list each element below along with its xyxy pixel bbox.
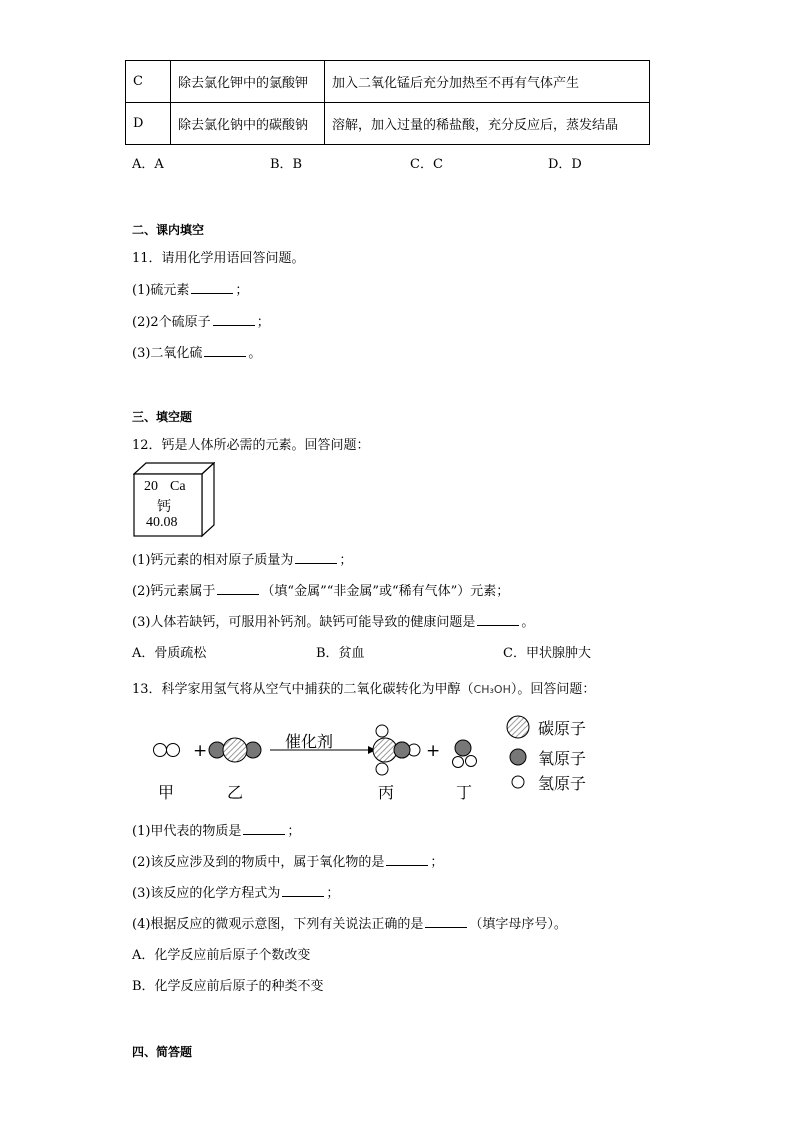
methanol-molecule xyxy=(373,725,420,775)
stem-text-end: ）。回答问题： xyxy=(510,682,596,697)
answer-blank[interactable] xyxy=(191,281,233,294)
legend-oxygen-symbol xyxy=(510,749,526,765)
section-heading: 四、简答题 xyxy=(132,1045,193,1059)
part-text: (2)钙元素属于 xyxy=(132,584,216,599)
table-row xyxy=(126,61,650,103)
part-suffix: 。 xyxy=(248,346,262,361)
methanol-formula: CH₃OH xyxy=(473,683,511,696)
hydrogen-atom xyxy=(376,763,388,775)
question-part xyxy=(132,580,509,599)
part-text: (1)甲代表的物质是 xyxy=(132,824,242,839)
carbon-dioxide-molecule xyxy=(209,738,261,762)
part-text: (3)人体若缺钙，可服用补钙剂。缺钙可能导致的健康问题是 xyxy=(132,615,476,630)
answer-blank[interactable] xyxy=(425,915,467,928)
section-heading: 三、填空题 xyxy=(132,410,193,424)
legend-oxygen-label: 氧原子 xyxy=(538,749,587,768)
water-molecule xyxy=(453,740,477,768)
part-suffix: 。 xyxy=(521,615,535,630)
card-top-face xyxy=(134,463,214,474)
part-suffix: （填字母序号）。 xyxy=(469,917,567,932)
plus-sign: + xyxy=(426,741,441,761)
part-suffix: ； xyxy=(256,315,270,330)
table-row xyxy=(126,103,650,145)
q13-option-a[interactable]: A．化学反应前后原子个数改变 xyxy=(132,948,311,963)
stem-text: 13．科学家用氢气将从空气中捕获的二氧化碳转化为甲醇（ xyxy=(132,682,474,697)
row-id: C xyxy=(126,61,171,103)
part-suffix: ； xyxy=(235,283,249,298)
part-text: (1)硫元素 xyxy=(132,283,190,298)
part-suffix: ； xyxy=(326,886,340,901)
question-part xyxy=(132,820,300,839)
part-suffix: （填“金属”“非金属”或“稀有气体”）元素； xyxy=(261,584,510,599)
legend-carbon-symbol xyxy=(507,716,529,738)
hydrogen-atom xyxy=(167,744,180,757)
question-part xyxy=(132,279,248,298)
answer-blank[interactable] xyxy=(243,822,285,835)
part-suffix: ； xyxy=(339,553,353,568)
q12-option-c[interactable]: C．甲状腺肿大 xyxy=(503,646,591,661)
oxygen-atom xyxy=(455,740,471,756)
plus-sign: + xyxy=(193,741,208,761)
reactant-label-jia: 甲 xyxy=(158,783,175,802)
answer-blank[interactable] xyxy=(477,613,519,626)
reactant-label-yi: 乙 xyxy=(227,783,244,802)
answer-blank[interactable] xyxy=(282,884,324,897)
card-side-face xyxy=(202,463,214,536)
answer-blank[interactable] xyxy=(295,551,337,564)
q10-option-c[interactable]: C．C xyxy=(410,157,443,172)
element-name: 钙 xyxy=(157,499,171,515)
question-stem: 11．请用化学用语回答问题。 xyxy=(132,251,305,266)
row-purpose: 除去氯化钠中的碳酸钠 xyxy=(171,103,325,145)
hydrogen-molecule xyxy=(154,744,180,757)
question-part xyxy=(132,611,534,630)
section-heading: 二、课内填空 xyxy=(132,223,205,237)
row-id: D xyxy=(126,103,171,145)
row-method: 加入二氧化锰后充分加热至不再有气体产生 xyxy=(325,61,650,103)
atomic-mass: 40.08 xyxy=(146,515,178,530)
question-part xyxy=(132,342,261,361)
legend-hydrogen-label: 氢原子 xyxy=(538,774,587,793)
q10-option-d[interactable]: D．D xyxy=(548,157,582,172)
question-part xyxy=(132,882,339,901)
hydrogen-atom xyxy=(154,744,167,757)
answer-blank[interactable] xyxy=(204,344,246,357)
q12-option-a[interactable]: A．骨质疏松 xyxy=(132,646,207,661)
question-part xyxy=(132,913,567,932)
hydrogen-atom xyxy=(376,725,388,737)
hydrogen-atom xyxy=(466,756,477,767)
answer-blank[interactable] xyxy=(217,582,259,595)
legend-hydrogen-symbol xyxy=(512,776,524,788)
hydrogen-atom xyxy=(453,757,464,768)
legend-carbon-label: 碳原子 xyxy=(538,719,587,738)
carbon-atom xyxy=(373,738,397,762)
part-suffix: ； xyxy=(287,824,301,839)
part-text: (3)该反应的化学方程式为 xyxy=(132,886,281,901)
carbon-atom xyxy=(223,738,247,762)
q12-option-b[interactable]: B．贫血 xyxy=(316,646,365,661)
catalyst-label: 催化剂 xyxy=(285,732,334,751)
part-suffix: ； xyxy=(430,855,444,870)
answer-blank[interactable] xyxy=(386,853,428,866)
question-stem: 12．钙是人体所必需的元素。回答问题： xyxy=(132,438,370,453)
product-label-ding: 丁 xyxy=(456,783,473,802)
product-label-bing: 丙 xyxy=(378,783,395,802)
row-purpose: 除去氯化钾中的氯酸钾 xyxy=(171,61,325,103)
part-text: (2)2个硫原子 xyxy=(132,315,211,330)
question-part xyxy=(132,851,443,870)
atomic-number: 20 xyxy=(144,479,158,494)
oxygen-atom-front xyxy=(394,742,410,758)
part-text: (1)钙元素的相对原子质量为 xyxy=(132,553,294,568)
part-text: (2)该反应涉及到的物质中，属于氧化物的是 xyxy=(132,855,385,870)
q13-option-b[interactable]: B．化学反应前后原子的种类不变 xyxy=(132,979,324,994)
question-part xyxy=(132,549,352,568)
answer-blank[interactable] xyxy=(213,313,255,326)
q10-option-b[interactable]: B．B xyxy=(270,157,303,172)
part-text: (3)二氧化硫 xyxy=(132,346,203,361)
part-text: (4)根据反应的微观示意图，下列有关说法正确的是 xyxy=(132,917,424,932)
q10-option-a[interactable]: A．A xyxy=(132,157,164,172)
options-table xyxy=(125,60,650,145)
question-part xyxy=(132,311,270,330)
question-stem xyxy=(132,678,595,697)
row-method: 溶解，加入过量的稀盐酸，充分反应后，蒸发结晶 xyxy=(325,103,650,145)
element-symbol: Ca xyxy=(170,479,186,494)
